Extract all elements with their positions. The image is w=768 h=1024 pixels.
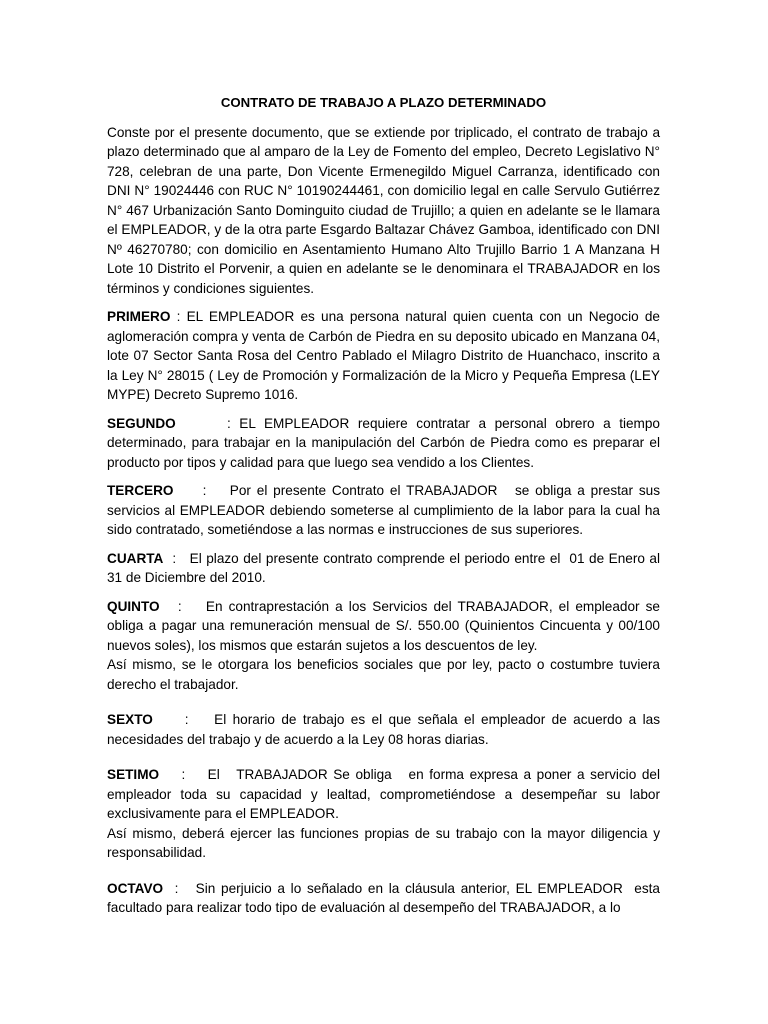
clause-label: SEXTO (107, 712, 153, 727)
clause-label: PRIMERO (107, 309, 171, 324)
clause-octavo (107, 879, 664, 918)
clause-text: : EL EMPLEADOR requiere contratar a personal obrero a tiempo determinado, para trabajar en la manipulación del Carbón de Piedra como es preparar el producto por tipos y calidad para que luego sea vendido a los Clientes. (107, 415, 664, 470)
clause-tercero (107, 481, 664, 540)
clause-text: : El plazo del presente contrato comprende el periodo entre el 01 de Enero al 31 de Diciembre del 2010. (107, 550, 664, 585)
clause-label: CUARTA (107, 550, 164, 566)
clause-text: : EL EMPLEADOR es una persona natural quien cuenta con un Negocio de aglomeración compra y venta de Carbón de Piedra en su deposito ubicado en Manzana 04, lote 07 Sector Santa Rosa del Centro Pablado el Milagro Distrito de Huanchaco, inscrito a la Ley N° 28015 ( Ley de Promoción y Formalización de la Micro y Pequeña Empresa (LEY MYPE) Decreto Supremo 1016. (107, 309, 660, 402)
clause-text: : El horario de trabajo es el que señala el empleador de acuerdo a las necesidades del trabajo y de acuerdo a la Ley 08 horas diarias. (107, 712, 664, 747)
clause-quinto-continuation: Así mismo, se le otorgara los beneficios sociales que por ley, pacto o costumbre tuviera derecho el trabajador. (107, 657, 660, 692)
clause-setimo-continuation: Así mismo, deberá ejercer las funciones propias de su trabajo con la mayor diligencia y responsabilidad. (107, 825, 660, 860)
clause-quinto (107, 597, 664, 656)
clause-setimo (107, 765, 664, 824)
clause-primero (107, 307, 660, 405)
clause-segundo (107, 414, 664, 473)
clause-text: : En contraprestación a los Servicios del TRABAJADOR, el empleador se obliga a pagar una remuneración mensual de S/. 550.00 (Quinientos Cincuenta y 00/100 nuevos soles), los mismos que estarán sujetos a los descuentos de ley. (107, 598, 664, 653)
clause-cuarta (107, 549, 664, 588)
clause-sexto (107, 710, 664, 749)
clause-text: : Sin perjuicio a lo señalado en la cláusula anterior, EL EMPLEADOR esta facultado para realizar todo tipo de evaluación al desempeño del TRABAJADOR, a lo (107, 880, 664, 915)
clause-label: SEGUNDO (107, 415, 176, 431)
clause-label: OCTAVO (107, 880, 164, 896)
document-page (107, 93, 664, 918)
clause-label: TERCERO (107, 483, 174, 498)
document-title: CONTRATO DE TRABAJO A PLAZO DETERMINADO (220, 95, 547, 110)
intro-paragraph: Conste por el presente documento, que se extiende por triplicado, el contrato de trabajo a plazo determinado que al amparo de la Ley de Fomento del empleo, Decreto Legislativo N° 728, celebran de una parte, Don Vicente Ermenegildo Miguel Carranza, identificado con DNI N° 19024446 con RUC N° 10190244461, con domicilio legal en calle Servulo Gutiérrez N° 467 Urbanización Santo Dominguito ciudad de Trujillo; a quien en adelante se le llamara el EMPLEADOR, y de la otra parte Esgardo Baltazar Chávez Gamboa, identificado con DNI Nº 46270780; con domicilio en Asentamiento Humano Alto Trujillo Barrio 1 A Manzana H Lote 10 Distrito el Porvenir, a quien en adelante se le denominara el TRABAJADOR en los términos y condiciones siguientes. (107, 124, 660, 296)
clause-label: SETIMO (107, 767, 160, 782)
clause-text: : El TRABAJADOR Se obliga en forma expresa a poner a servicio del empleador toda su capacidad y lealtad, comprometiéndose a desempeñar su labor exclusivamente para el EMPLEADOR. (107, 767, 664, 821)
clause-text: : Por el presente Contrato el TRABAJADOR se obliga a prestar sus servicios al EMPLEADOR debiendo someterse al cumplimiento de la labor para la cual ha sido contratado, sometiéndose a las normas e instrucciones de sus superiores. (107, 483, 664, 537)
clause-label: QUINTO (107, 598, 160, 614)
